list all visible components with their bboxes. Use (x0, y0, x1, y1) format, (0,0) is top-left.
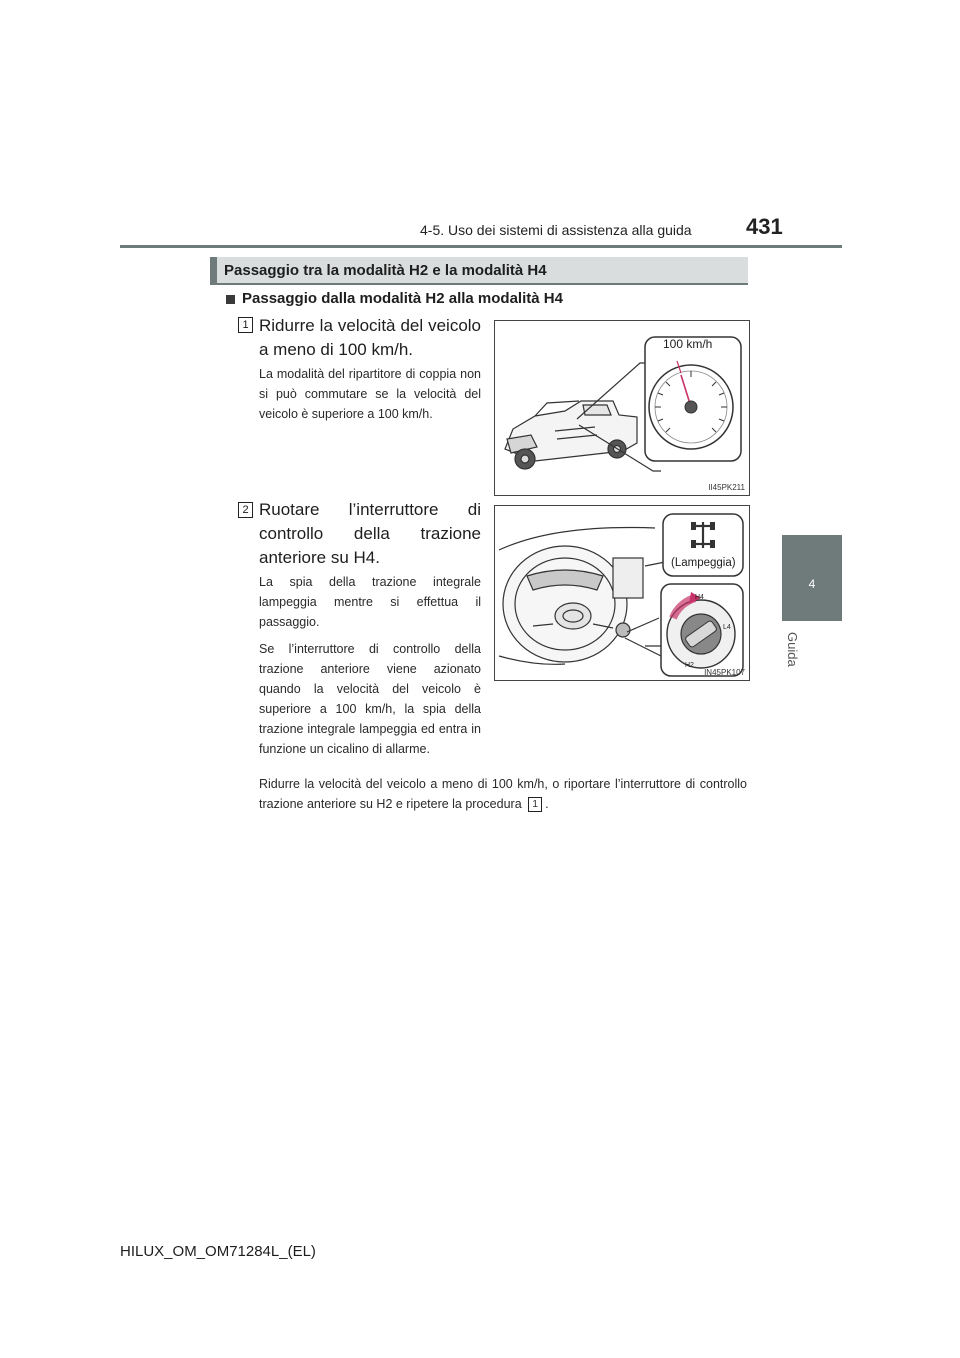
running-header-section: 4-5. Uso dei sistemi di assistenza alla guida (420, 222, 692, 238)
dashboard-switch-illustration (495, 506, 749, 680)
figure-code: IN45PK107 (704, 668, 745, 677)
step-1-notes (259, 364, 481, 431)
switch-label-h4: H4 (695, 594, 704, 601)
step-2-note-1: La spia della trazione integrale lampeggia mentre si effettua il passaggio. (259, 575, 481, 629)
chapter-number: 4 (808, 577, 816, 591)
figure-4wd-switch (494, 505, 750, 681)
figure-speedometer (494, 320, 750, 496)
page-number: 431 (746, 214, 783, 239)
step-2-notes (259, 572, 481, 766)
step-1-text: Ridurre la velocità del veicolo a meno di 100 km/h. (259, 316, 481, 359)
blink-label: (Lampeggia) (671, 557, 736, 569)
step-reference-1: 1 (528, 797, 542, 812)
section-title: Passaggio tra la modalità H2 e la modalità H4 (224, 262, 547, 279)
figure-code: II45PK211 (708, 483, 745, 492)
final-note-end: . (545, 797, 549, 811)
subheading-title: Passaggio dalla modalità H2 alla modalità H4 (242, 290, 563, 307)
step-number-1: 1 (238, 317, 253, 333)
document-code-footer: HILUX_OM_OM71284L_(EL) (120, 1243, 316, 1260)
final-note (259, 774, 747, 814)
speed-label: 100 km/h (663, 337, 713, 351)
header-rule (120, 245, 842, 248)
final-note-text: Ridurre la velocità del veicolo a meno di 100 km/h, o riportare l’interruttore di controllo trazione anteriore su H2 e ripetere la procedura (259, 777, 747, 811)
switch-label-l4: L4 (723, 624, 731, 631)
section-heading-accent (210, 257, 217, 285)
step-2-note-2: Se l’interruttore di controllo della trazione anteriore viene azionato quando la velocità del veicolo è superiore a 100 km/h, la spia della trazione integrale lampeggia ed entra in funzione un cicalino di allarme. (259, 642, 481, 756)
step-2-text: Ruotare l’interruttore di controllo della trazione anteriore su H4. (259, 500, 481, 567)
chapter-label: Guida (785, 632, 800, 667)
switch-label-h2: H2 (685, 662, 694, 669)
subheading-bullet-icon (226, 295, 235, 304)
step-1-note: La modalità del ripartitore di coppia non si può commutare se la velocità del veicolo è superiore a 100 km/h. (259, 367, 481, 421)
step-number-2: 2 (238, 502, 253, 518)
